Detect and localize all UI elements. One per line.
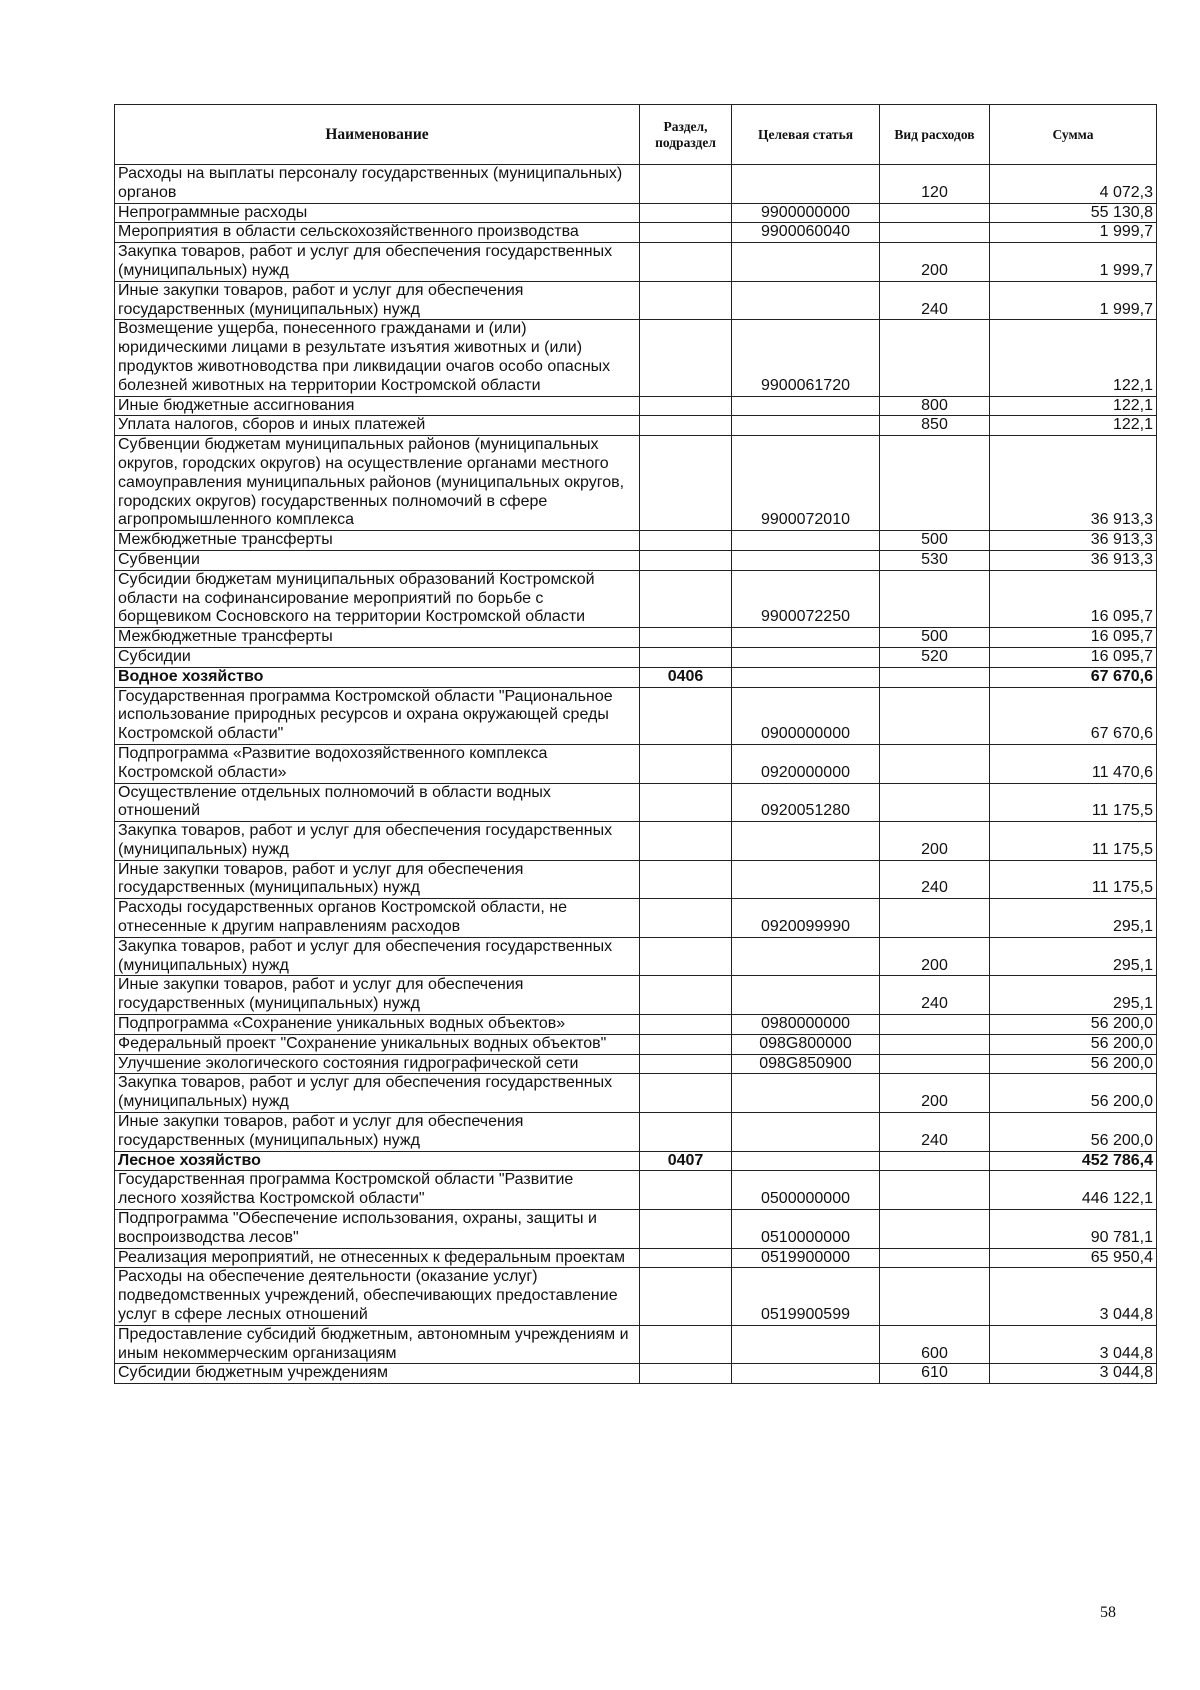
cell-sum: 55 130,8 [990,203,1157,223]
cell-sum: 16 095,7 [990,628,1157,648]
cell-sum: 446 122,1 [990,1171,1157,1210]
cell-sum: 122,1 [990,416,1157,436]
cell-name: Субсидии бюджетным учреждениям [115,1364,640,1384]
table-row [115,223,1157,243]
table-row [115,687,1157,744]
cell-sum: 56 200,0 [990,1015,1157,1035]
cell-name: Предоставление субсидий бюджетным, автономным учреждениям и иным некоммерческим организациям [115,1325,640,1364]
cell-type [880,1268,990,1325]
table-row [115,899,1157,938]
cell-article [732,647,880,667]
cell-name: Закупка товаров, работ и услуг для обеспечения государственных (муниципальных) нужд [115,937,640,976]
cell-sum: 16 095,7 [990,647,1157,667]
cell-section [640,899,732,938]
cell-name: Лесное хозяйство [115,1151,640,1171]
cell-sum: 122,1 [990,320,1157,396]
cell-sum: 452 786,4 [990,1151,1157,1171]
cell-type: 500 [880,628,990,648]
cell-section [640,744,732,783]
table-row [115,531,1157,551]
cell-type: 610 [880,1364,990,1384]
cell-sum: 11 175,5 [990,822,1157,861]
header-name: Наименование [115,105,640,165]
cell-section [640,822,732,861]
table-row [115,822,1157,861]
cell-article: 9900060040 [732,223,880,243]
cell-sum: 56 200,0 [990,1074,1157,1113]
cell-type [880,320,990,396]
cell-article [732,531,880,551]
header-section: Раздел, подраздел [640,105,732,165]
cell-type [880,1151,990,1171]
table-row [115,1074,1157,1113]
cell-type [880,223,990,243]
cell-article [732,1074,880,1113]
cell-article: 098G850900 [732,1054,880,1074]
cell-section [640,1113,732,1152]
table-row [115,647,1157,667]
cell-section [640,647,732,667]
cell-article [732,396,880,416]
cell-name: Закупка товаров, работ и услуг для обеспечения государственных (муниципальных) нужд [115,1074,640,1113]
cell-name: Улучшение экологического состояния гидрографической сети [115,1054,640,1074]
cell-sum: 56 200,0 [990,1054,1157,1074]
cell-article [732,281,880,320]
cell-name: Закупка товаров, работ и услуг для обеспечения государственных (муниципальных) нужд [115,243,640,282]
cell-section [640,1325,732,1364]
cell-article [732,976,880,1015]
cell-article: 9900061720 [732,320,880,396]
cell-type [880,1015,990,1035]
cell-type [880,1054,990,1074]
header-sum: Сумма [990,105,1157,165]
cell-name: Мероприятия в области сельскохозяйственного производства [115,223,640,243]
cell-sum: 67 670,6 [990,687,1157,744]
cell-article [732,1113,880,1152]
cell-name: Субвенции бюджетам муниципальных районов (муниципальных округов, городских округов) на осуществление органами местного самоуправления муниципальных районов (муниципальных округов, городских округов) государственных полномочий в сфере агропромышленного комплекса [115,436,640,531]
cell-article [732,165,880,204]
table-row [115,1015,1157,1035]
cell-section [640,243,732,282]
table-row [115,436,1157,531]
cell-article: 9900000000 [732,203,880,223]
cell-section [640,1034,732,1054]
cell-type: 200 [880,937,990,976]
cell-type: 200 [880,1074,990,1113]
table-row [115,667,1157,687]
cell-name: Подпрограмма «Развитие водохозяйственного комплекса Костромской области» [115,744,640,783]
cell-section [640,223,732,243]
table-row [115,744,1157,783]
cell-type [880,1210,990,1249]
cell-sum: 65 950,4 [990,1248,1157,1268]
header-article: Целевая статья [732,105,880,165]
table-row [115,320,1157,396]
cell-name: Расходы государственных органов Костромской области, не отнесенные к другим направлениям расходов [115,899,640,938]
cell-sum: 3 044,8 [990,1268,1157,1325]
table-row [115,281,1157,320]
table-row [115,570,1157,627]
cell-article: 0980000000 [732,1015,880,1035]
cell-name: Уплата налогов, сборов и иных платежей [115,416,640,436]
cell-name: Межбюджетные трансферты [115,628,640,648]
cell-section [640,937,732,976]
cell-name: Непрограммные расходы [115,203,640,223]
cell-article [732,860,880,899]
cell-section [640,281,732,320]
cell-type: 500 [880,531,990,551]
table-row [115,1325,1157,1364]
cell-type: 120 [880,165,990,204]
cell-section [640,531,732,551]
cell-article: 9900072250 [732,570,880,627]
cell-name: Государственная программа Костромской области "Рациональное использование природных ресурсов и охрана окружающей среды Костромской области" [115,687,640,744]
table-row [115,550,1157,570]
cell-type [880,687,990,744]
cell-section [640,1074,732,1113]
cell-name: Возмещение ущерба, понесенного гражданами и (или) юридическими лицами в результате изъятия животных и (или) продуктов животноводства при ликвидации очагов особо опасных болезней животных на территории Костромской области [115,320,640,396]
table-row [115,1364,1157,1384]
cell-name: Реализация мероприятий, не отнесенных к федеральным проектам [115,1248,640,1268]
table-row [115,1210,1157,1249]
cell-name: Расходы на обеспечение деятельности (оказание услуг) подведомственных учреждений, обеспечивающих предоставление услуг в сфере лесных отношений [115,1268,640,1325]
cell-type: 800 [880,396,990,416]
cell-name: Осуществление отдельных полномочий в области водных отношений [115,783,640,822]
cell-article: 9900072010 [732,436,880,531]
cell-article: 0900000000 [732,687,880,744]
cell-article [732,937,880,976]
cell-name: Иные закупки товаров, работ и услуг для обеспечения государственных (муниципальных) нужд [115,1113,640,1152]
cell-type: 240 [880,976,990,1015]
cell-sum: 56 200,0 [990,1034,1157,1054]
table-row [115,165,1157,204]
cell-name: Иные закупки товаров, работ и услуг для обеспечения государственных (муниципальных) нужд [115,860,640,899]
cell-sum: 3 044,8 [990,1364,1157,1384]
table-body [115,165,1157,1384]
cell-name: Субсидии [115,647,640,667]
cell-sum: 11 470,6 [990,744,1157,783]
table-row [115,1151,1157,1171]
cell-section [640,416,732,436]
cell-article: 0510000000 [732,1210,880,1249]
cell-section [640,570,732,627]
cell-sum: 36 913,3 [990,436,1157,531]
cell-name: Федеральный проект "Сохранение уникальных водных объектов" [115,1034,640,1054]
cell-section [640,550,732,570]
cell-sum: 67 670,6 [990,667,1157,687]
cell-article [732,1325,880,1364]
table-row [115,1248,1157,1268]
cell-section [640,628,732,648]
table-row [115,937,1157,976]
cell-section [640,1171,732,1210]
page-number: 58 [1100,1604,1116,1621]
cell-sum: 11 175,5 [990,783,1157,822]
cell-sum: 1 999,7 [990,243,1157,282]
cell-article [732,416,880,436]
cell-section [640,1268,732,1325]
cell-type: 200 [880,243,990,282]
cell-article: 098G800000 [732,1034,880,1054]
cell-sum: 36 913,3 [990,550,1157,570]
cell-sum: 122,1 [990,396,1157,416]
cell-sum: 11 175,5 [990,860,1157,899]
cell-name: Подпрограмма «Сохранение уникальных водных объектов» [115,1015,640,1035]
cell-article: 0920099990 [732,899,880,938]
cell-section [640,165,732,204]
cell-sum: 295,1 [990,937,1157,976]
cell-section [640,1054,732,1074]
cell-section [640,203,732,223]
cell-name: Иные бюджетные ассигнования [115,396,640,416]
table-header [115,105,1157,165]
cell-article [732,550,880,570]
cell-type: 200 [880,822,990,861]
cell-type [880,783,990,822]
cell-type: 240 [880,860,990,899]
cell-type: 520 [880,647,990,667]
cell-type: 530 [880,550,990,570]
cell-name: Подпрограмма "Обеспечение использования, охраны, защиты и воспроизводства лесов" [115,1210,640,1249]
cell-type [880,436,990,531]
cell-type [880,570,990,627]
table-row [115,1034,1157,1054]
cell-sum: 4 072,3 [990,165,1157,204]
cell-type [880,744,990,783]
cell-article [732,1364,880,1384]
cell-type: 850 [880,416,990,436]
cell-sum: 295,1 [990,976,1157,1015]
table-row [115,1268,1157,1325]
cell-name: Межбюджетные трансферты [115,531,640,551]
cell-section: 0406 [640,667,732,687]
cell-name: Государственная программа Костромской области "Развитие лесного хозяйства Костромской области" [115,1171,640,1210]
table-row [115,628,1157,648]
table-row [115,203,1157,223]
cell-sum: 1 999,7 [990,281,1157,320]
cell-sum: 16 095,7 [990,570,1157,627]
cell-type: 600 [880,1325,990,1364]
cell-article [732,822,880,861]
cell-section [640,860,732,899]
cell-name: Закупка товаров, работ и услуг для обеспечения государственных (муниципальных) нужд [115,822,640,861]
cell-name: Расходы на выплаты персоналу государственных (муниципальных) органов [115,165,640,204]
budget-table [114,104,1157,1384]
cell-type: 240 [880,1113,990,1152]
cell-article [732,243,880,282]
cell-article: 0519900000 [732,1248,880,1268]
cell-type [880,1171,990,1210]
table-row [115,860,1157,899]
cell-section [640,1248,732,1268]
cell-section [640,436,732,531]
cell-sum: 3 044,8 [990,1325,1157,1364]
cell-section: 0407 [640,1151,732,1171]
table-row [115,1054,1157,1074]
cell-name: Субвенции [115,550,640,570]
table-row [115,783,1157,822]
cell-article: 0920000000 [732,744,880,783]
cell-sum: 56 200,0 [990,1113,1157,1152]
cell-sum: 295,1 [990,899,1157,938]
cell-type [880,203,990,223]
cell-sum: 90 781,1 [990,1210,1157,1249]
cell-section [640,1210,732,1249]
cell-section [640,396,732,416]
cell-type [880,1248,990,1268]
table-row [115,396,1157,416]
cell-article: 0920051280 [732,783,880,822]
cell-section [640,1015,732,1035]
cell-section [640,687,732,744]
cell-article [732,628,880,648]
cell-type [880,667,990,687]
cell-section [640,320,732,396]
cell-article [732,667,880,687]
cell-article: 0500000000 [732,1171,880,1210]
cell-name: Иные закупки товаров, работ и услуг для обеспечения государственных (муниципальных) нужд [115,281,640,320]
table-row [115,1113,1157,1152]
cell-type [880,1034,990,1054]
cell-name: Субсидии бюджетам муниципальных образований Костромской области на софинансирование мероприятий по борьбе с борщевиком Сосновского на территории Костромской области [115,570,640,627]
header-type: Вид расходов [880,105,990,165]
cell-article: 0519900599 [732,1268,880,1325]
cell-name: Иные закупки товаров, работ и услуг для обеспечения государственных (муниципальных) нужд [115,976,640,1015]
table-row [115,416,1157,436]
cell-section [640,976,732,1015]
cell-sum: 1 999,7 [990,223,1157,243]
table-row [115,1171,1157,1210]
cell-section [640,1364,732,1384]
cell-article [732,1151,880,1171]
cell-name: Водное хозяйство [115,667,640,687]
cell-type: 240 [880,281,990,320]
cell-type [880,899,990,938]
cell-section [640,783,732,822]
table-row [115,243,1157,282]
cell-sum: 36 913,3 [990,531,1157,551]
table-row [115,976,1157,1015]
